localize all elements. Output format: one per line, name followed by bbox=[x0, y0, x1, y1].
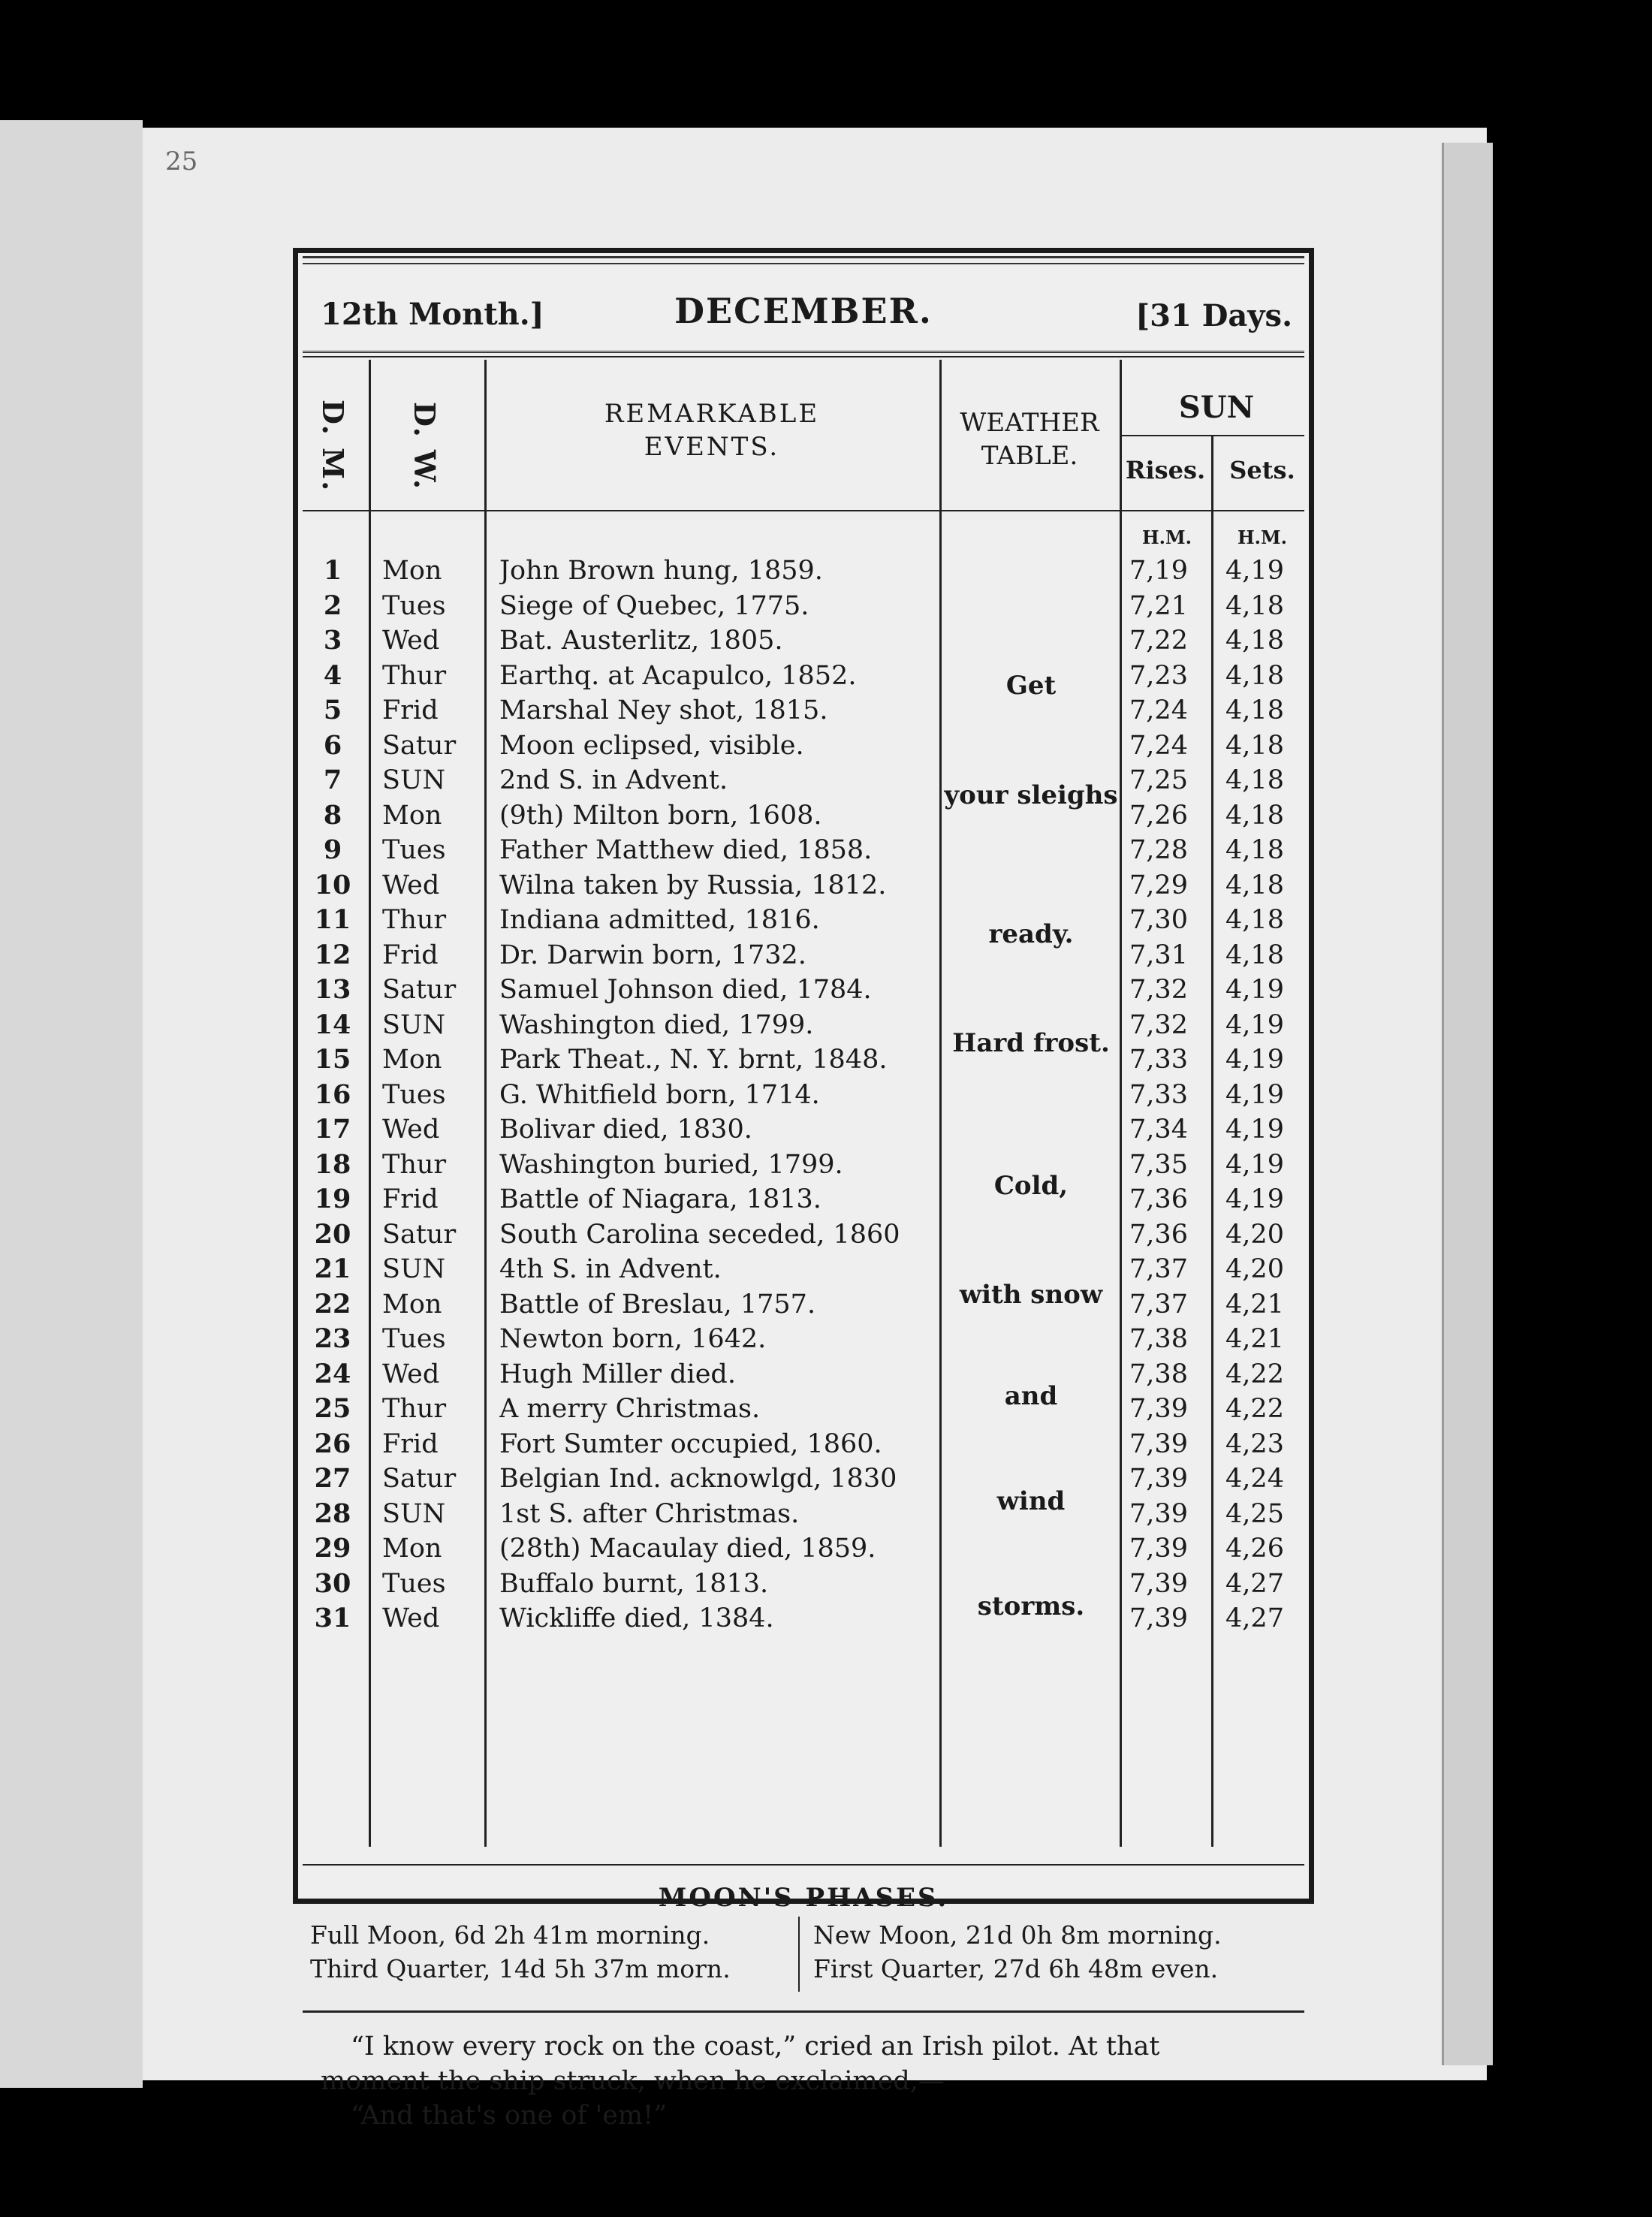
sunrise: 7,33 bbox=[1129, 1079, 1188, 1110]
event: Dr. Darwin born, 1732. bbox=[499, 940, 806, 970]
day-of-month: 6 bbox=[323, 729, 342, 761]
day-of-week: Wed bbox=[382, 626, 440, 656]
weather-note: ready. bbox=[988, 919, 1074, 949]
event: Moon eclipsed, visible. bbox=[499, 730, 804, 761]
event: (9th) Milton born, 1608. bbox=[499, 800, 822, 831]
day-of-week: Wed bbox=[382, 1359, 440, 1389]
day-of-week: Satur bbox=[382, 975, 457, 1005]
sun-subheader-rule bbox=[1120, 435, 1304, 436]
day-of-month: 19 bbox=[314, 1184, 351, 1214]
sunrise: 7,38 bbox=[1129, 1359, 1188, 1389]
calendar-row bbox=[303, 1322, 1304, 1357]
day-of-week: Thur bbox=[382, 905, 447, 935]
day-of-month: 13 bbox=[314, 974, 351, 1005]
calendar-row bbox=[303, 1392, 1304, 1427]
day-of-month: 31 bbox=[314, 1603, 351, 1633]
day-of-month: 14 bbox=[314, 1009, 351, 1040]
sunrise: 7,39 bbox=[1129, 1394, 1188, 1424]
event: Washington buried, 1799. bbox=[499, 1149, 843, 1180]
anecdote bbox=[321, 2029, 1291, 2133]
event: Battle of Niagara, 1813. bbox=[499, 1184, 821, 1214]
sunrise: 7,35 bbox=[1129, 1149, 1188, 1180]
sunset: 4,18 bbox=[1225, 765, 1284, 795]
sunrise: 7,23 bbox=[1129, 660, 1188, 691]
sunrise: 7,39 bbox=[1129, 1603, 1188, 1633]
calendar-row bbox=[303, 1287, 1304, 1323]
sunset: 4,18 bbox=[1225, 905, 1284, 935]
day-of-week: Satur bbox=[382, 730, 457, 761]
sunrise: 7,39 bbox=[1129, 1464, 1188, 1494]
month-header bbox=[298, 291, 1309, 343]
phases-top-rule bbox=[303, 1864, 1304, 1866]
day-of-month: 8 bbox=[323, 799, 342, 831]
sunset: 4,18 bbox=[1225, 835, 1284, 865]
quote-rule bbox=[303, 2010, 1304, 2013]
day-of-week: Mon bbox=[382, 1045, 442, 1075]
sunset: 4,19 bbox=[1225, 1079, 1284, 1110]
new-moon: New Moon, 21d 0h 8m morning. bbox=[813, 1920, 1222, 1950]
day-of-month: 7 bbox=[323, 765, 342, 795]
calendar-row bbox=[303, 693, 1304, 728]
day-of-week: Tues bbox=[382, 1079, 446, 1110]
day-of-week: Tues bbox=[382, 590, 446, 621]
day-of-month: 9 bbox=[323, 834, 342, 865]
day-of-month: 16 bbox=[314, 1078, 351, 1110]
day-of-month: 2 bbox=[323, 590, 342, 621]
col-sets-header: Sets. bbox=[1229, 456, 1295, 484]
weather-note: Get bbox=[1005, 671, 1057, 701]
event: Newton born, 1642. bbox=[499, 1324, 767, 1354]
event: Earthq. at Acapulco, 1852. bbox=[499, 660, 857, 691]
day-of-month: 3 bbox=[323, 625, 342, 656]
sunset: 4,19 bbox=[1225, 1184, 1284, 1214]
sunset: 4,27 bbox=[1225, 1603, 1284, 1633]
calendar-table bbox=[303, 360, 1304, 1847]
sunset: 4,18 bbox=[1225, 730, 1284, 761]
sunrise: 7,32 bbox=[1129, 1009, 1188, 1040]
header-bottom-rule bbox=[303, 510, 1304, 511]
sunrise: 7,39 bbox=[1129, 1568, 1188, 1599]
event: Buffalo burnt, 1813. bbox=[499, 1568, 769, 1599]
calendar-row bbox=[303, 868, 1304, 903]
event: Father Matthew died, 1858. bbox=[499, 835, 873, 865]
sunrise: 7,38 bbox=[1129, 1324, 1188, 1354]
day-of-month: 27 bbox=[314, 1463, 351, 1494]
first-quarter: First Quarter, 27d 6h 48m even. bbox=[813, 1954, 1219, 1983]
day-of-week: SUN bbox=[382, 765, 446, 795]
sunset: 4,27 bbox=[1225, 1568, 1284, 1599]
sets-units: H.M. bbox=[1237, 526, 1287, 548]
calendar-row bbox=[303, 1182, 1304, 1217]
day-of-month: 17 bbox=[314, 1114, 351, 1145]
sunset: 4,18 bbox=[1225, 940, 1284, 970]
calendar-row bbox=[303, 728, 1304, 764]
sunrise: 7,19 bbox=[1129, 556, 1188, 586]
event: Marshal Ney shot, 1815. bbox=[499, 695, 828, 725]
calendar-row bbox=[303, 763, 1304, 798]
day-of-month: 11 bbox=[314, 904, 351, 935]
weather-note: storms. bbox=[977, 1591, 1085, 1621]
calendar-row bbox=[303, 589, 1304, 624]
calendar-row bbox=[303, 1601, 1304, 1636]
sunset: 4,19 bbox=[1225, 1149, 1284, 1180]
sunrise: 7,36 bbox=[1129, 1184, 1188, 1214]
day-of-week: Wed bbox=[382, 1603, 440, 1633]
calendar-row bbox=[303, 1217, 1304, 1253]
month-number: 12th Month.] bbox=[321, 297, 544, 332]
day-of-month: 12 bbox=[314, 939, 351, 970]
day-of-week: Wed bbox=[382, 870, 440, 900]
sunset: 4,18 bbox=[1225, 660, 1284, 691]
sunset: 4,24 bbox=[1225, 1464, 1284, 1494]
day-of-week: Thur bbox=[382, 660, 447, 691]
day-of-week: Mon bbox=[382, 800, 442, 831]
event: Bolivar died, 1830. bbox=[499, 1115, 752, 1145]
event: Wilna taken by Russia, 1812. bbox=[499, 870, 887, 900]
sunrise: 7,29 bbox=[1129, 870, 1188, 900]
day-of-week: Tues bbox=[382, 1324, 446, 1354]
quote-line: moment the ship struck, when he exclaimed,— bbox=[321, 2066, 945, 2096]
sunset: 4,26 bbox=[1225, 1534, 1284, 1564]
sunrise: 7,26 bbox=[1129, 800, 1188, 831]
event: 2nd S. in Advent. bbox=[499, 765, 728, 795]
day-of-month: 26 bbox=[314, 1428, 351, 1459]
event: A merry Christmas. bbox=[499, 1394, 761, 1424]
sunrise: 7,32 bbox=[1129, 975, 1188, 1005]
month-title: DECEMBER. bbox=[674, 291, 933, 331]
sunset: 4,22 bbox=[1225, 1359, 1284, 1389]
sunrise: 7,33 bbox=[1129, 1045, 1188, 1075]
day-of-week: Mon bbox=[382, 1534, 442, 1564]
day-of-month: 1 bbox=[323, 555, 342, 586]
event: Fort Sumter occupied, 1860. bbox=[499, 1428, 882, 1459]
facing-page-edge bbox=[0, 120, 143, 2088]
weather-note: your sleighs bbox=[944, 780, 1118, 810]
calendar-row bbox=[303, 1357, 1304, 1392]
header-rule bbox=[303, 351, 1304, 357]
top-rule bbox=[303, 256, 1304, 264]
calendar-row bbox=[303, 1461, 1304, 1497]
calendar-row bbox=[303, 798, 1304, 834]
event: Belgian Ind. acknowlgd, 1830 bbox=[499, 1464, 897, 1494]
third-quarter: Third Quarter, 14d 5h 37m morn. bbox=[310, 1954, 731, 1983]
sunset: 4,21 bbox=[1225, 1324, 1284, 1354]
sunset: 4,25 bbox=[1225, 1498, 1284, 1529]
sunrise: 7,34 bbox=[1129, 1115, 1188, 1145]
day-of-month: 23 bbox=[314, 1323, 351, 1354]
event: G. Whitfield born, 1714. bbox=[499, 1079, 820, 1110]
day-of-month: 29 bbox=[314, 1533, 351, 1564]
calendar-row bbox=[303, 938, 1304, 973]
full-moon: Full Moon, 6d 2h 41m morning. bbox=[310, 1920, 710, 1950]
event: 1st S. after Christmas. bbox=[499, 1498, 800, 1529]
day-of-week: Thur bbox=[382, 1394, 447, 1424]
calendar-row bbox=[303, 1567, 1304, 1602]
sunrise: 7,39 bbox=[1129, 1498, 1188, 1529]
sunrise: 7,37 bbox=[1129, 1289, 1188, 1320]
event: Hugh Miller died. bbox=[499, 1359, 736, 1389]
calendar-row bbox=[303, 623, 1304, 659]
day-of-week: Mon bbox=[382, 1289, 442, 1320]
event: Park Theat., N. Y. brnt, 1848. bbox=[499, 1045, 888, 1075]
col-dm-header: D. M. bbox=[316, 400, 350, 493]
day-of-week: SUN bbox=[382, 1009, 446, 1040]
rises-units: H.M. bbox=[1142, 526, 1192, 548]
calendar-row bbox=[303, 1497, 1304, 1532]
day-of-week: Wed bbox=[382, 1115, 440, 1145]
col-rises-header: Rises. bbox=[1125, 456, 1206, 484]
page-stack-edge bbox=[1442, 143, 1493, 2065]
calendar-row bbox=[303, 973, 1304, 1008]
day-of-week: Frid bbox=[382, 695, 439, 725]
event: Washington died, 1799. bbox=[499, 1009, 814, 1040]
sunset: 4,19 bbox=[1225, 975, 1284, 1005]
event: (28th) Macaulay died, 1859. bbox=[499, 1534, 876, 1564]
sunset: 4,19 bbox=[1225, 1045, 1284, 1075]
col-weather-header: WEATHER TABLE. bbox=[960, 408, 1099, 471]
sunrise: 7,31 bbox=[1129, 940, 1188, 970]
sunset: 4,18 bbox=[1225, 870, 1284, 900]
event: 4th S. in Advent. bbox=[499, 1254, 722, 1284]
days-count: [31 Days. bbox=[1135, 298, 1292, 333]
event: Bat. Austerlitz, 1805. bbox=[499, 626, 783, 656]
sunset: 4,18 bbox=[1225, 695, 1284, 725]
day-of-week: Satur bbox=[382, 1464, 457, 1494]
sunset: 4,23 bbox=[1225, 1428, 1284, 1459]
day-of-week: Thur bbox=[382, 1149, 447, 1180]
calendar-row bbox=[303, 1008, 1304, 1043]
col-dw-header: D. W. bbox=[408, 401, 442, 491]
col-sun-header: SUN bbox=[1178, 390, 1255, 425]
day-of-month: 18 bbox=[314, 1148, 351, 1180]
sunrise: 7,36 bbox=[1129, 1219, 1188, 1250]
day-of-week: Frid bbox=[382, 1184, 439, 1214]
sunrise: 7,25 bbox=[1129, 765, 1188, 795]
sunset: 4,22 bbox=[1225, 1394, 1284, 1424]
handwritten-page-mark: 25 bbox=[165, 146, 198, 176]
sunrise: 7,24 bbox=[1129, 695, 1188, 725]
calendar-row bbox=[303, 1042, 1304, 1078]
weather-note: Cold, bbox=[993, 1171, 1069, 1201]
phases-title: MOON'S PHASES. bbox=[658, 1883, 949, 1913]
event: John Brown hung, 1859. bbox=[499, 556, 823, 586]
calendar-row bbox=[303, 1427, 1304, 1462]
day-of-week: Tues bbox=[382, 1568, 446, 1599]
weather-note: with snow bbox=[959, 1280, 1103, 1310]
day-of-month: 25 bbox=[314, 1393, 351, 1424]
sunset: 4,20 bbox=[1225, 1254, 1284, 1284]
weather-note: wind bbox=[996, 1486, 1066, 1516]
day-of-week: Frid bbox=[382, 1428, 439, 1459]
sunrise: 7,39 bbox=[1129, 1428, 1188, 1459]
day-of-week: SUN bbox=[382, 1498, 446, 1529]
event: Samuel Johnson died, 1784. bbox=[499, 975, 872, 1005]
calendar-row bbox=[303, 553, 1304, 589]
day-of-month: 30 bbox=[314, 1567, 351, 1599]
calendar-row bbox=[303, 1112, 1304, 1148]
sunrise: 7,39 bbox=[1129, 1534, 1188, 1564]
calendar-row bbox=[303, 903, 1304, 938]
sunset: 4,18 bbox=[1225, 590, 1284, 621]
sunrise: 7,30 bbox=[1129, 905, 1188, 935]
sunset: 4,19 bbox=[1225, 1009, 1284, 1040]
weather-note: Hard frost. bbox=[952, 1028, 1110, 1058]
col-events-header: REMARKABLE EVENTS. bbox=[604, 399, 820, 462]
calendar-row bbox=[303, 1148, 1304, 1183]
event: Battle of Breslau, 1757. bbox=[499, 1289, 816, 1320]
day-of-month: 15 bbox=[314, 1044, 351, 1075]
calendar-row bbox=[303, 1252, 1304, 1287]
weather-note: and bbox=[1004, 1381, 1058, 1411]
day-of-month: 4 bbox=[323, 659, 342, 691]
day-of-week: Frid bbox=[382, 940, 439, 970]
calendar-row bbox=[303, 1078, 1304, 1113]
sunset: 4,19 bbox=[1225, 1115, 1284, 1145]
sunset: 4,19 bbox=[1225, 556, 1284, 586]
sunset: 4,21 bbox=[1225, 1289, 1284, 1320]
quote-line: “And that's one of 'em!” bbox=[351, 2101, 668, 2131]
sunset: 4,20 bbox=[1225, 1219, 1284, 1250]
day-of-month: 5 bbox=[323, 695, 342, 725]
calendar-row bbox=[303, 833, 1304, 868]
day-of-month: 10 bbox=[314, 869, 351, 900]
quote-line: “I know every rock on the coast,” cried an Irish pilot. At that bbox=[351, 2031, 1160, 2062]
day-of-month: 22 bbox=[314, 1288, 351, 1320]
sunrise: 7,24 bbox=[1129, 730, 1188, 761]
sunrise: 7,21 bbox=[1129, 590, 1188, 621]
event: Siege of Quebec, 1775. bbox=[499, 590, 809, 621]
day-of-month: 21 bbox=[314, 1253, 351, 1284]
phases-divider bbox=[798, 1917, 800, 1992]
sunrise: 7,37 bbox=[1129, 1254, 1188, 1284]
sunset: 4,18 bbox=[1225, 800, 1284, 831]
sunset: 4,18 bbox=[1225, 626, 1284, 656]
sunrise: 7,22 bbox=[1129, 626, 1188, 656]
event: South Carolina seceded, 1860 bbox=[499, 1219, 900, 1250]
event: Wickliffe died, 1384. bbox=[499, 1603, 774, 1633]
event: Indiana admitted, 1816. bbox=[499, 905, 820, 935]
day-of-week: Mon bbox=[382, 556, 442, 586]
day-of-week: SUN bbox=[382, 1254, 446, 1284]
sunrise: 7,28 bbox=[1129, 835, 1188, 865]
calendar-row bbox=[303, 1531, 1304, 1567]
day-of-week: Tues bbox=[382, 835, 446, 865]
calendar-frame bbox=[293, 248, 1314, 2131]
day-of-month: 24 bbox=[314, 1358, 351, 1389]
day-of-week: Satur bbox=[382, 1219, 457, 1250]
day-of-month: 28 bbox=[314, 1498, 351, 1529]
calendar-row bbox=[303, 659, 1304, 694]
day-of-month: 20 bbox=[314, 1218, 351, 1250]
